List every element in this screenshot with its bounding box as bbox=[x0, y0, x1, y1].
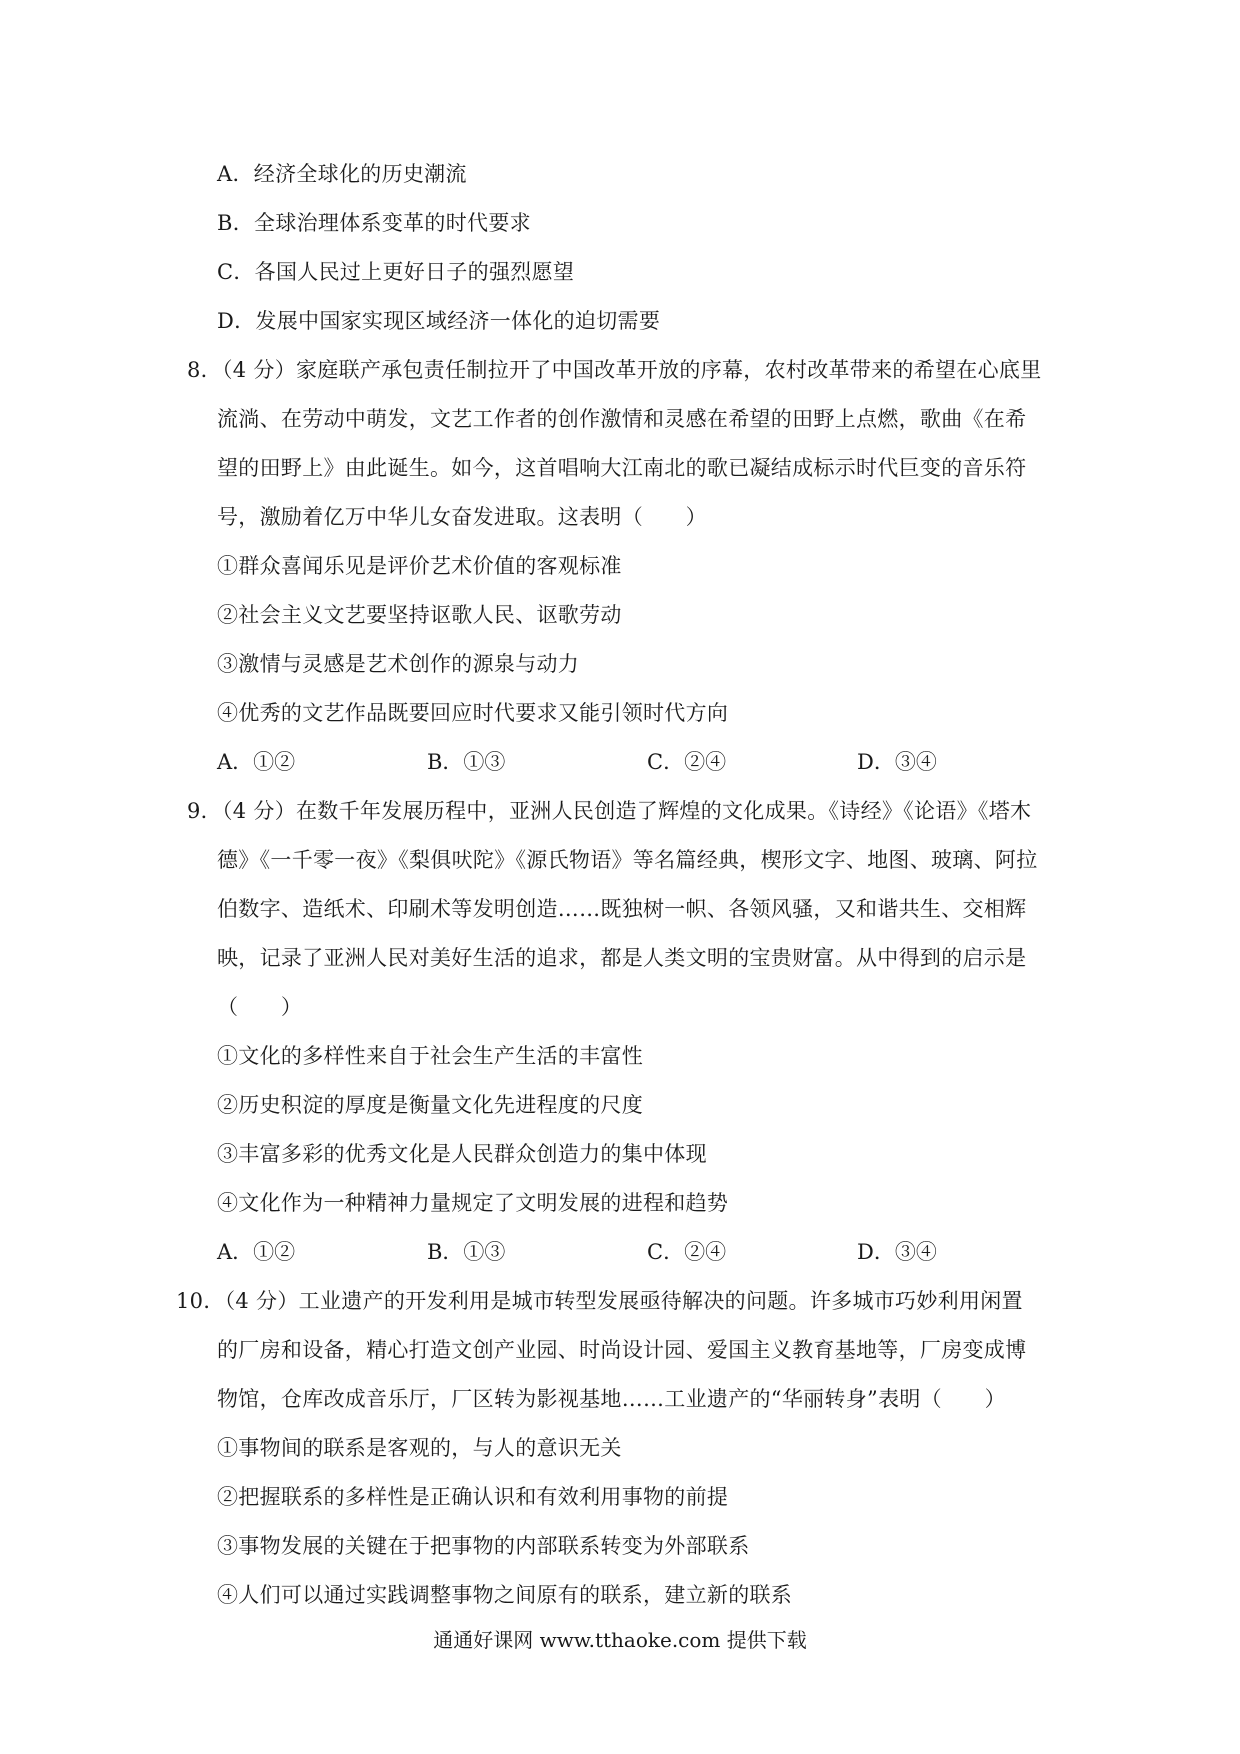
q8-statement-2: ②社会主义文艺要坚持讴歌人民、讴歌劳动 bbox=[217, 603, 622, 627]
q8-choice-d: D．③④ bbox=[857, 750, 937, 774]
page-footer: 通通好课网 www.tthaoke.com 提供下载 bbox=[433, 1628, 807, 1652]
q8-stem-line-3: 望的田野上》由此诞生。如今，这首唱响大江南北的歌已凝结成标示时代巨变的音乐符 bbox=[217, 456, 1027, 480]
q10-statement-2: ②把握联系的多样性是正确认识和有效利用事物的前提 bbox=[217, 1485, 729, 1509]
q10-stem-line-3: 物馆，仓库改成音乐厅，厂区转为影视基地……工业遗产的“华丽转身”表明（ ） bbox=[217, 1387, 1006, 1411]
q8-stem-line-4: 号，激励着亿万中华儿女奋发进取。这表明（ ） bbox=[217, 505, 707, 529]
q10-statement-4: ④人们可以通过实践调整事物之间原有的联系，建立新的联系 bbox=[217, 1583, 793, 1607]
q8-statement-3: ③激情与灵感是艺术创作的源泉与动力 bbox=[217, 652, 580, 676]
q9-statement-2: ②历史积淀的厚度是衡量文化先进程度的尺度 bbox=[217, 1093, 643, 1117]
q10-stem-line-1: 10．（4 分）工业遗产的开发利用是城市转型发展亟待解决的问题。许多城市巧妙利用闲置 bbox=[176, 1289, 1023, 1313]
q10-stem-line-2: 的厂房和设备，精心打造文创产业园、时尚设计园、爱国主义教育基地等，厂房变成博 bbox=[217, 1338, 1027, 1362]
q7-option-a: A．经济全球化的历史潮流 bbox=[217, 162, 467, 186]
q9-choice-d: D．③④ bbox=[857, 1240, 937, 1264]
q9-choices bbox=[0, 1238, 1240, 1266]
q8-statement-1: ①群众喜闻乐见是评价艺术价值的客观标准 bbox=[217, 554, 622, 578]
q9-choice-a: A．①② bbox=[217, 1240, 296, 1264]
q9-stem-line-2: 德》《一千零一夜》《梨俱吠陀》《源氏物语》等名篇经典，楔形文字、地图、玻璃、阿拉 bbox=[217, 848, 1038, 872]
q7-option-b: B．全球治理体系变革的时代要求 bbox=[217, 211, 531, 235]
q9-stem-line-1: 9．（4 分）在数千年发展历程中，亚洲人民创造了辉煌的文化成果。《诗经》《论语》《塔木 bbox=[187, 799, 1032, 823]
q9-statement-3: ③丰富多彩的优秀文化是人民群众创造力的集中体现 bbox=[217, 1142, 707, 1166]
q9-stem-line-3: 伯数字、造纸术、印刷术等发明创造……既独树一帜、各领风骚，又和谐共生、交相辉 bbox=[217, 897, 1027, 921]
q9-stem-line-4: 映，记录了亚洲人民对美好生活的追求，都是人类文明的宝贵财富。从中得到的启示是 bbox=[217, 946, 1027, 970]
q9-stem-line-5: （ ） bbox=[217, 995, 303, 1019]
q8-choice-c: C．②④ bbox=[647, 750, 727, 774]
q8-stem-line-2: 流淌、在劳动中萌发，文艺工作者的创作激情和灵感在希望的田野上点燃，歌曲《在希 bbox=[217, 407, 1027, 431]
q8-statement-4: ④优秀的文艺作品既要回应时代要求又能引领时代方向 bbox=[217, 701, 729, 725]
q7-option-c: C．各国人民过上更好日子的强烈愿望 bbox=[217, 260, 575, 284]
q8-choice-a: A．①② bbox=[217, 750, 296, 774]
q8-choices bbox=[0, 748, 1240, 776]
q9-statement-1: ①文化的多样性来自于社会生产生活的丰富性 bbox=[217, 1044, 643, 1068]
q9-choice-b: B．①③ bbox=[427, 1240, 506, 1264]
q9-choice-c: C．②④ bbox=[647, 1240, 727, 1264]
q7-option-d: D．发展中国家实现区域经济一体化的迫切需要 bbox=[217, 309, 661, 333]
q10-statement-3: ③事物发展的关键在于把事物的内部联系转变为外部联系 bbox=[217, 1534, 750, 1558]
q10-statement-1: ①事物间的联系是客观的，与人的意识无关 bbox=[217, 1436, 622, 1460]
q9-statement-4: ④文化作为一种精神力量规定了文明发展的进程和趋势 bbox=[217, 1191, 729, 1215]
q8-stem-line-1: 8．（4 分）家庭联产承包责任制拉开了中国改革开放的序幕，农村改革带来的希望在心底里 bbox=[187, 358, 1042, 382]
q8-choice-b: B．①③ bbox=[427, 750, 506, 774]
